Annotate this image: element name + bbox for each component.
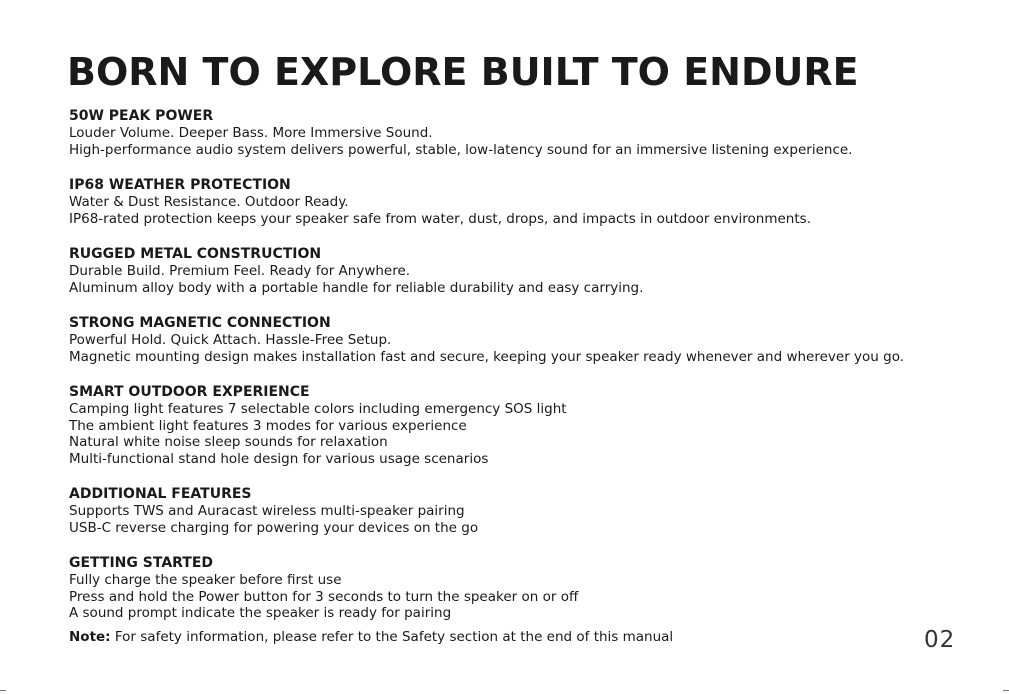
section-additional-features (69, 485, 969, 536)
section-line: Magnetic mounting design makes installation fast and secure, keeping your speaker ready whenever and wherever you go. (69, 348, 905, 365)
section-line: Fully charge the speaker before first use (69, 572, 342, 588)
note-text: For safety information, please refer to the Safety section at the end of this manual (110, 629, 674, 645)
safety-note (69, 628, 673, 646)
section-line: A sound prompt indicate the speaker is ready for pairing (69, 605, 452, 621)
section-line: Aluminum alloy body with a portable handle for reliable durability and easy carrying. (69, 279, 644, 296)
section-line: Camping light features 7 selectable colors including emergency SOS light (69, 401, 567, 417)
section-line: IP68-rated protection keeps your speaker safe from water, dust, drops, and impacts in outdoor environments. (69, 210, 811, 227)
section-getting-started (69, 554, 969, 622)
note-label: Note: (69, 629, 111, 645)
section-weather-protection (69, 176, 969, 227)
section-line: The ambient light features 3 modes for various experience (69, 417, 467, 434)
section-heading: GETTING STARTED (69, 555, 214, 571)
crop-mark-right (1003, 690, 1009, 691)
section-heading: RUGGED METAL CONSTRUCTION (69, 246, 322, 262)
page-number: 02 (924, 627, 956, 653)
section-line: Durable Build. Premium Feel. Ready for Anywhere. (69, 263, 411, 279)
section-heading: ADDITIONAL FEATURES (69, 486, 252, 502)
section-peak-power (69, 107, 969, 158)
section-magnetic-connection (69, 314, 969, 365)
section-line: Water & Dust Resistance. Outdoor Ready. (69, 194, 349, 210)
section-heading: STRONG MAGNETIC CONNECTION (69, 315, 331, 331)
section-line: Powerful Hold. Quick Attach. Hassle-Free Setup. (69, 332, 392, 348)
page-title: BORN TO EXPLORE BUILT TO ENDURE (67, 50, 859, 94)
section-smart-outdoor (69, 383, 969, 467)
section-heading: SMART OUTDOOR EXPERIENCE (69, 384, 310, 400)
section-line: USB-C reverse charging for powering your devices on the go (69, 519, 479, 536)
section-line: Louder Volume. Deeper Bass. More Immersive Sound. (69, 125, 433, 141)
section-line: Press and hold the Power button for 3 seconds to turn the speaker on or off (69, 588, 579, 605)
section-metal-construction (69, 245, 969, 296)
feature-list (69, 107, 969, 640)
section-line: Supports TWS and Auracast wireless multi-speaker pairing (69, 503, 465, 519)
section-line: Natural white noise sleep sounds for relaxation (69, 434, 388, 450)
section-line: Multi-functional stand hole design for various usage scenarios (69, 450, 489, 467)
crop-mark-left (0, 690, 6, 691)
section-heading: 50W PEAK POWER (69, 108, 214, 124)
section-heading: IP68 WEATHER PROTECTION (69, 177, 291, 193)
section-line: High-performance audio system delivers powerful, stable, low-latency sound for an immersive listening experience. (69, 141, 853, 158)
